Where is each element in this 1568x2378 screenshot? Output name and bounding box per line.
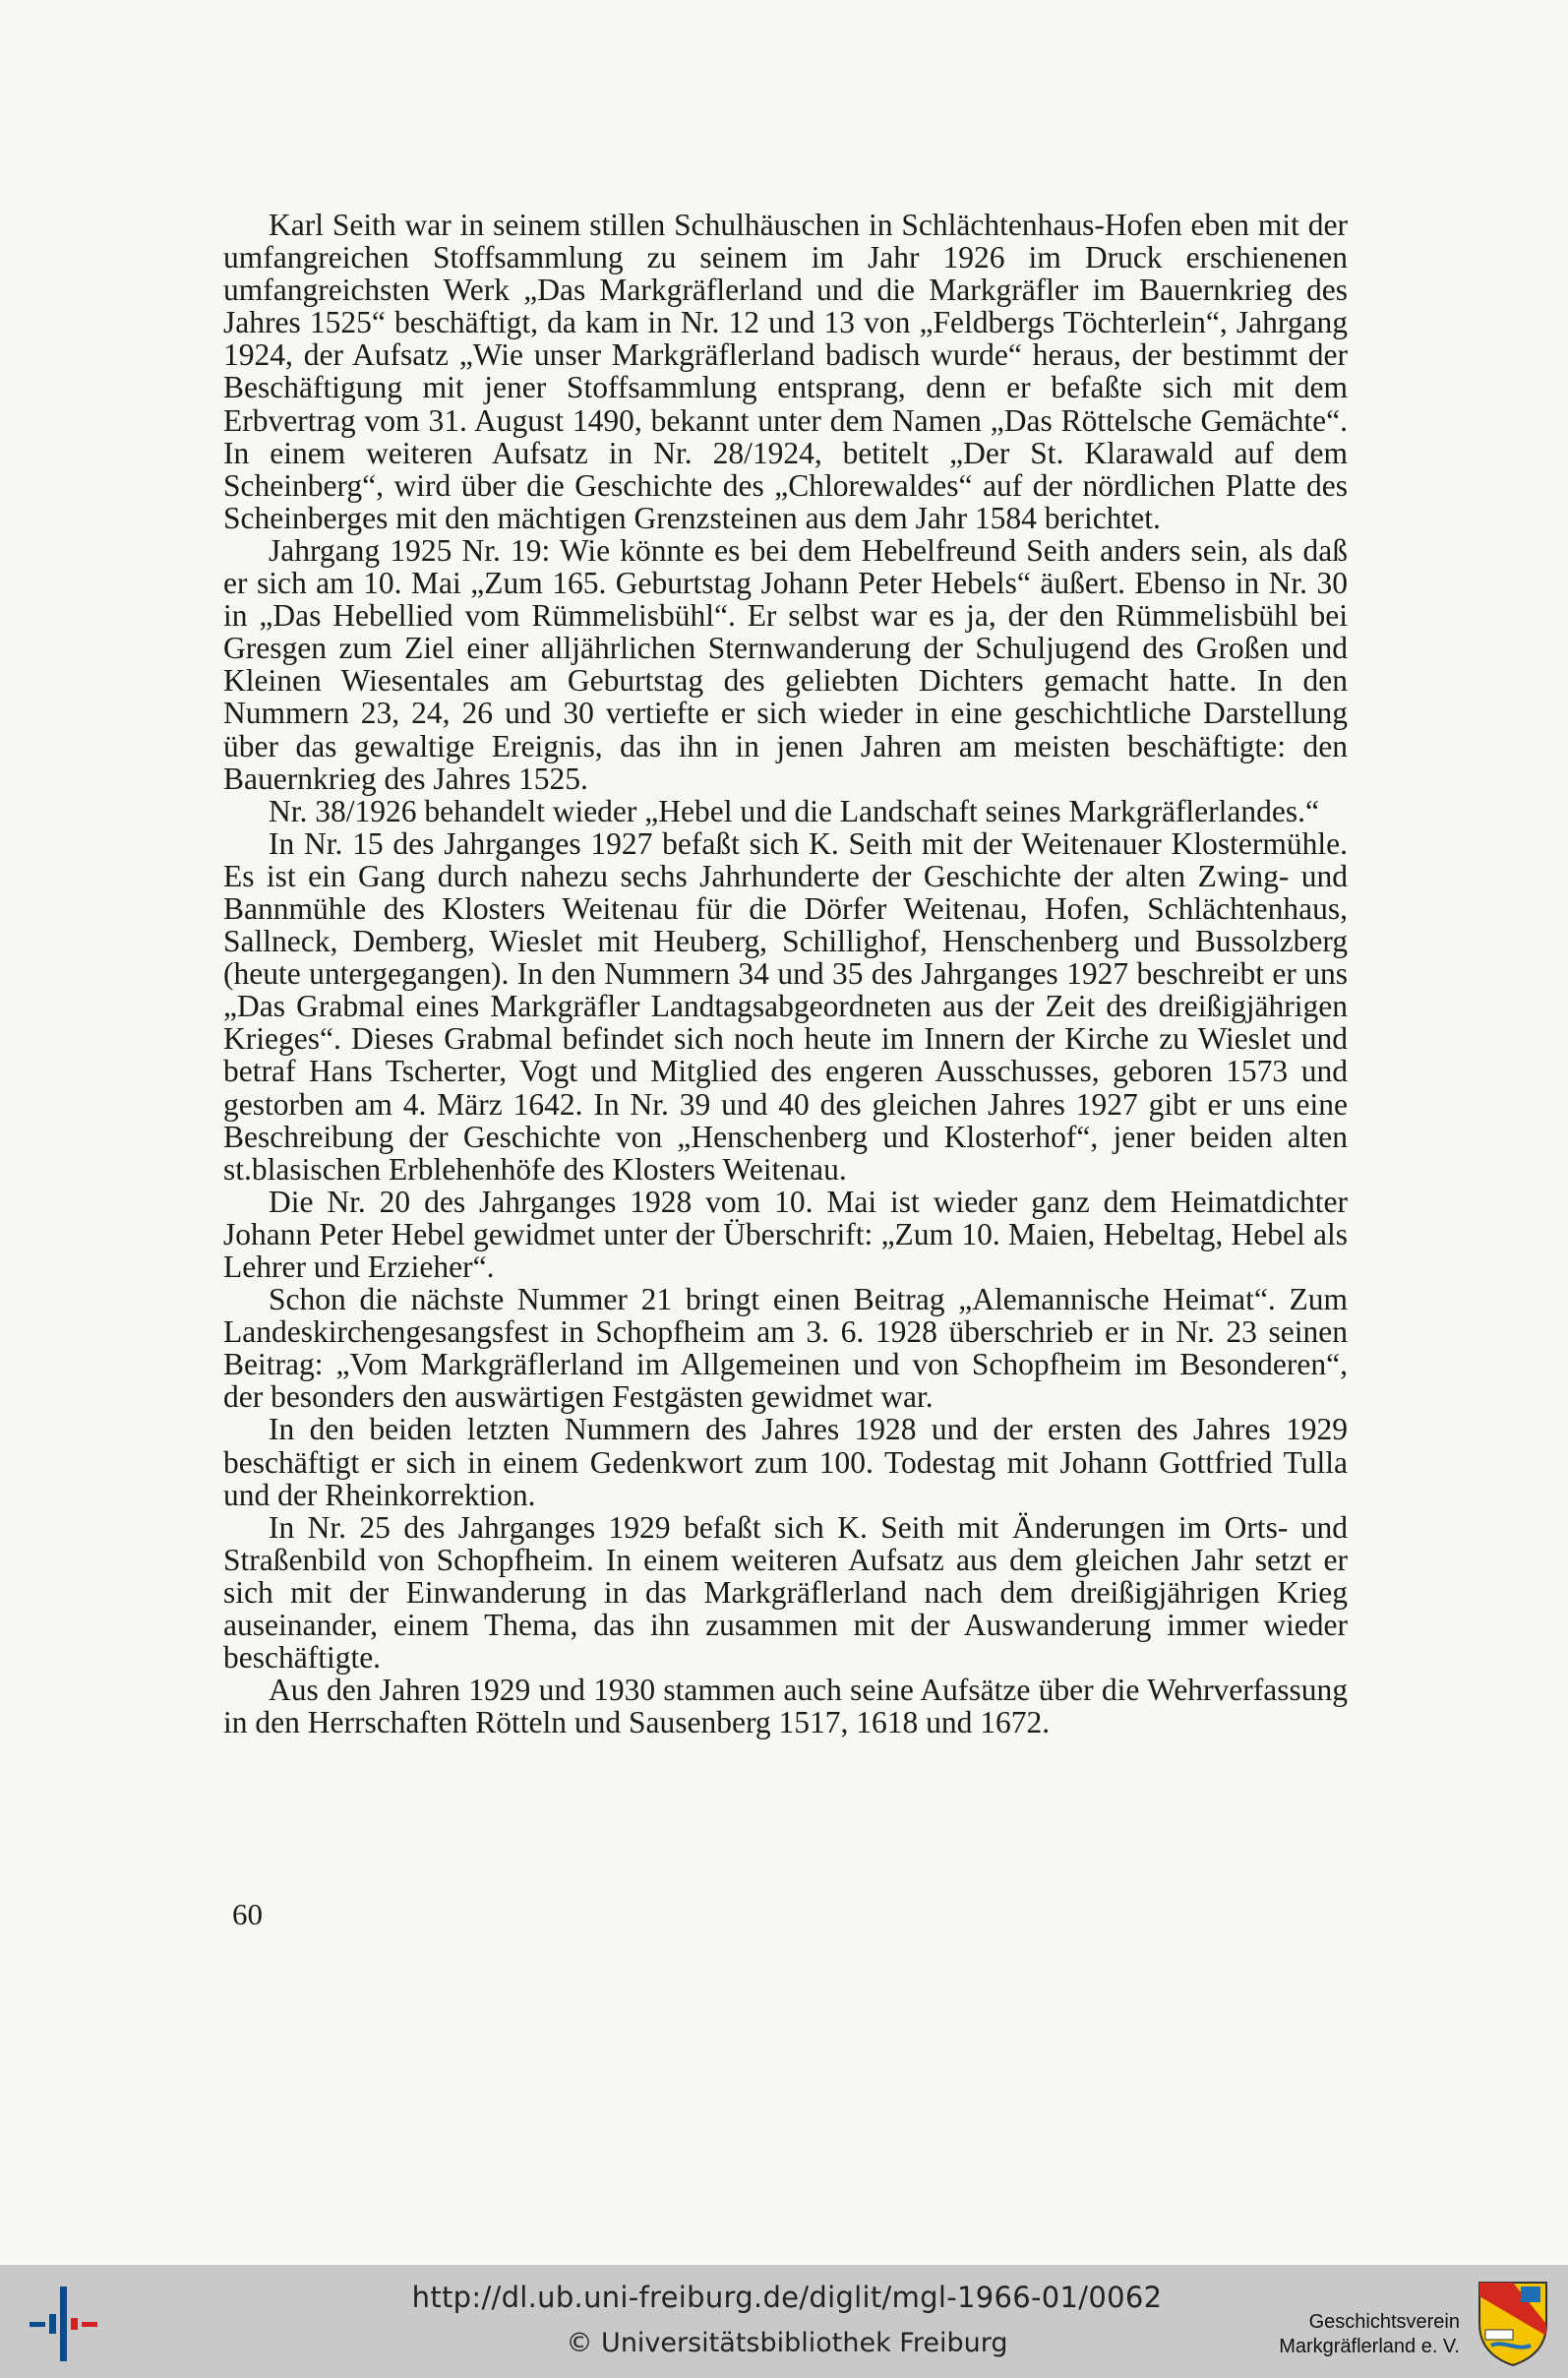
paragraph: In den beiden letzten Nummern des Jahres 1928 und der ersten des Jahres 1929 beschäftigt er sich in einem Gedenkwort zum 100. Todestag mit Johann Gottfried Tulla und der Rheinkorrektion. bbox=[223, 1412, 1348, 1512]
society-crest-icon[interactable] bbox=[1474, 2277, 1552, 2367]
paragraph: In Nr. 25 des Jahrganges 1929 befaßt sich K. Seith mit Änderungen im Orts- und Straßenbild von Schopfheim. In einem weiteren Aufsatz aus dem gleichen Jahr setzt er sich mit der Einwanderung in das Markgräflerland nach dem dreißigjährigen Krieg auseinander, einem Thema, das ihn zusammen mit der Auswanderung immer wieder beschäftigte. bbox=[223, 1509, 1348, 1676]
body-text bbox=[223, 209, 1348, 1738]
paragraph: Schon die nächste Nummer 21 bringt einen Beitrag „Alemannische Heimat“. Zum Landeskirchengesangsfest in Schopfheim am 3. 6. 1928 überschrieb er in Nr. 23 seinen Beitrag: „Vom Markgräflerland im Allgemeinen und von Schopfheim im Besonderen“, der besonders den auswärtigen Festgästen gewidmet war. bbox=[223, 1282, 1348, 1415]
society-name bbox=[1279, 2310, 1460, 2359]
paragraph: Nr. 38/1926 behandelt wieder „Hebel und die Landschaft seines Markgräflerlandes.“ bbox=[269, 793, 1319, 828]
page-number: 60 bbox=[232, 1897, 263, 1931]
ub-freiburg-logo-icon[interactable] bbox=[30, 2285, 98, 2363]
paragraph: In Nr. 15 des Jahrganges 1927 befaßt sich K. Seith mit der Weitenauer Klostermühle. Es ist ein Gang durch nahezu sechs Jahrhunderte der Geschichte der alten Zwing- und Bannmühle des Klosters Weitenau für die Dörfer Weitenau, Hofen, Schlächtenhaus, Sallneck, Demberg, Wieslet mit Heuberg, Schillighof, Henschenberg und Bussolzberg (heute untergegangen). In den Nummern 34 und 35 des Jahrganges 1927 beschreibt er uns „Das Grabmal eines Markgräfler Landtagsabgeordneten aus der Zeit des dreißigjährigen Krieges“. Dieses Grabmal befindet sich noch heute im Innern der Kirche zu Wieslet und betraf Hans Tscherter, Vogt und Mitglied des engeren Ausschusses, geboren 1573 und gestorben am 4. März 1642. In Nr. 39 und 40 des gleichen Jahres 1927 gibt er uns eine Beschreibung der Geschichte von „Henschenberg und Klosterhof“, jener beiden alten st.blasischen Erblehenhöfe des Klosters Weitenau. bbox=[223, 825, 1348, 1187]
paragraph: Die Nr. 20 des Jahrganges 1928 vom 10. Mai ist wieder ganz dem Heimatdichter Johann Peter Hebel gewidmet unter der Überschrift: „Zum 10. Maien, Hebeltag, Hebel als Lehrer und Erzieher“. bbox=[223, 1184, 1348, 1284]
permalink-url[interactable]: http://dl.ub.uni-freiburg.de/diglit/mgl-1966-01/0062 bbox=[411, 2281, 1163, 2314]
society-name-line: Markgräflerland e. V. bbox=[1279, 2336, 1460, 2357]
copyright-notice: © Universitätsbibliothek Freiburg bbox=[566, 2328, 1008, 2358]
paragraph: Aus den Jahren 1929 und 1930 stammen auch seine Aufsätze über die Wehrverfassung in den Herrschaften Rötteln und Sausenberg 1517, 1618 und 1672. bbox=[223, 1673, 1348, 1740]
footer-bar bbox=[0, 2265, 1568, 2378]
paragraph: Karl Seith war in seinem stillen Schulhäuschen in Schlächtenhaus-Hofen eben mit der umfangreichen Stoffsammlung zu seinem im Jahr 1926 im Druck erschienenen umfangreichsten Werk „Das Markgräflerland und die Markgräfler im Bauernkrieg des Jahres 1525“ beschäftigt, da kam in Nr. 12 und 13 von „Feldbergs Töchterlein“, Jahrgang 1924, der Aufsatz „Wie unser Markgräflerland badisch wurde“ heraus, der bestimmt der Beschäftigung mit jener Stoffsammlung entsprang, denn er befaßte sich mit dem Erbvertrag vom 31. August 1490, bekannt unter dem Namen „Das Röttelsche Gemächte“. In einem weiteren Aufsatz in Nr. 28/1924, betitelt „Der St. Klarawald auf dem Scheinberg“, wird über die Geschichte des „Chlorewaldes“ auf der nördlichen Platte des Scheinberges mit den mächtigen Grenzsteinen aus dem Jahr 1584 berichtet. bbox=[223, 208, 1348, 535]
paragraph: Jahrgang 1925 Nr. 19: Wie könnte es bei dem Hebelfreund Seith anders sein, als daß er sich am 10. Mai „Zum 165. Geburtstag Johann Peter Hebels“ äußert. Ebenso in Nr. 30 in „Das Hebellied vom Rümmelisbühl“. Er selbst war es ja, der den Rümmelisbühl bei Gresgen zum Ziel einer alljährlichen Sternwanderung der Schuljugend des Großen und Kleinen Wiesentales am Geburtstag des geliebten Dichters gemacht hatte. In den Nummern 23, 24, 26 und 30 vertiefte er sich wieder in eine geschichtliche Darstellung über das gewaltige Ereignis, das ihn in jenen Jahren am meisten beschäftigte: den Bauernkrieg des Jahres 1525. bbox=[223, 532, 1348, 796]
society-name-line: Geschichtsverein bbox=[1308, 2311, 1460, 2333]
